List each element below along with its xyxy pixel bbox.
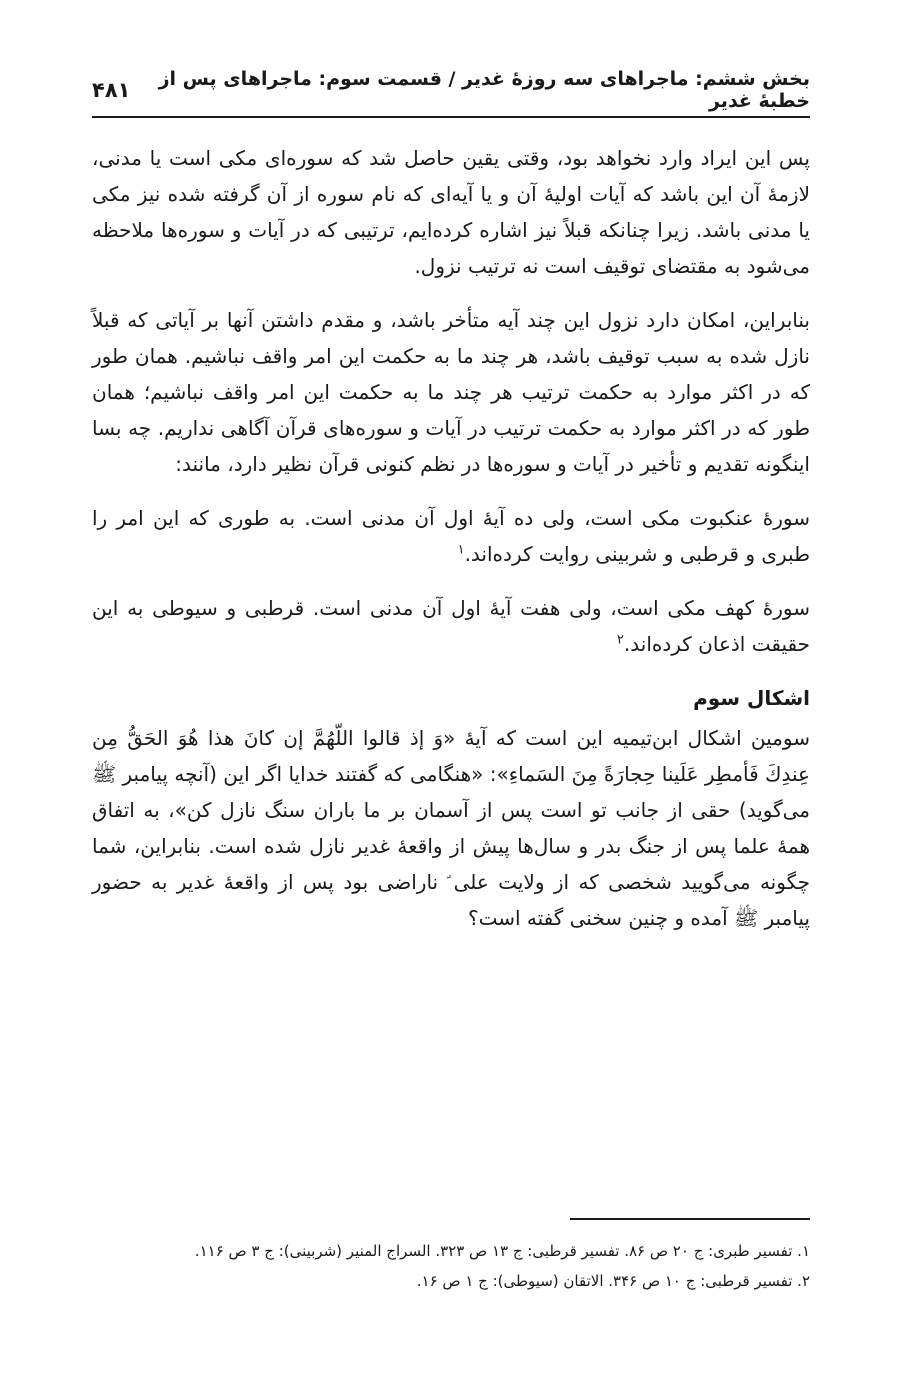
example-text: سورهٔ عنکبوت مکی است، ولی ده آیهٔ اول آن مدنی است. به طوری که این امر را طبری و قرطبی و شربینی روایت کرده‌اند.	[92, 506, 810, 566]
footnote: ۱. تفسیر طبری: ج ۲۰ ص ۸۶. تفسیر قرطبی: ج ۱۳ ص ۳۲۳. السراج المنیر (شربینی): ج ۳ ص ۱۱۶.	[194, 1242, 810, 1260]
paragraph: پس این ایراد وارد نخواهد بود، وقتی یقین حاصل شد که سوره‌ای مکی است یا مدنی، لازمهٔ آن این باشد که آیات اولیهٔ آن و یا آیه‌ای که نام سوره از آن گرفته شده نیز مکی یا مدنی باشد. زیرا چنانکه قبلاً نیز اشاره کرده‌ایم، ترتیبی که در آیات و سوره‌ها ملاحظه می‌شود به مقتضای توقیف است نه ترتیب نزول.	[92, 146, 810, 278]
footnote-ref[interactable]: ۲	[616, 632, 624, 648]
paragraph: بنابراین، امکان دارد نزول این چند آیه متأخر باشد، و مقدم داشتن آنها بر آیاتی که قبلاً نازل شده به سبب توقیف باشد، هر چند ما به حکمت این امر واقف نباشیم. همان طور که در اکثر موارد به حکمت ترتیب هر چند ما به حکمت این امر واقف نباشیم؛ همان طور که در اکثر موارد به حکمت ترتیب در آیات و سوره‌های قرآن آگاهی نداریم. چه بسا اینگونه تقدیم و تأخیر در آیات و سوره‌ها در نظم کنونی قرآن نظیر دارد، مانند:	[92, 308, 810, 476]
header-divider	[92, 116, 810, 118]
example-paragraph	[92, 590, 810, 662]
section-heading: اشکال سوم	[693, 686, 810, 710]
footnote: ۲. تفسیر قرطبی: ج ۱۰ ص ۳۴۶. الاتقان (سیوطی): ج ۱ ص ۱۶.	[416, 1272, 810, 1290]
footnotes	[92, 1236, 810, 1296]
footnote-ref[interactable]: ۱	[457, 542, 465, 558]
main-text	[92, 140, 810, 954]
page-number: ۴۸۱	[92, 78, 131, 102]
paragraph: سومین اشکال ابن‌تیمیه این است که آیهٔ «وَ إذ قالوا اللّهُمَّ إن كانَ هذا هُوَ الحَقُّ مِن عِندِكَ فَأمطِر عَلَينا حِجارَةً مِنَ السَماءِ»: «هنگامی که گفتند خدایا اگر این (آنچه پیامبر ﷺ می‌گوید) حقی از جانب تو است پس از آسمان بر ما باران سنگ نازل کن»، به اتفاق همهٔ علما پس از جنگ بدر و سال‌ها پیش از واقعهٔ غدیر نازل شده است. بنابراین، شما چگونه می‌گویید شخصی که از ولایت علی ؑ ناراضی بود پس از واقعهٔ غدیر به حضور پیامبر ﷺ آمده و چنین سخنی گفته است؟	[92, 726, 810, 930]
running-header	[92, 70, 810, 110]
header-title: بخش ششم: ماجراهای سه روزهٔ غدیر / قسمت سوم: ماجراهای پس از خطبهٔ غدیر	[158, 68, 810, 112]
footnote-divider	[570, 1218, 810, 1220]
example-paragraph	[92, 500, 810, 572]
example-text: سورهٔ کهف مکی است، ولی هفت آیهٔ اول آن مدنی است. قرطبی و سیوطی به این حقیقت اذعان کرده‌اند.	[92, 596, 810, 656]
